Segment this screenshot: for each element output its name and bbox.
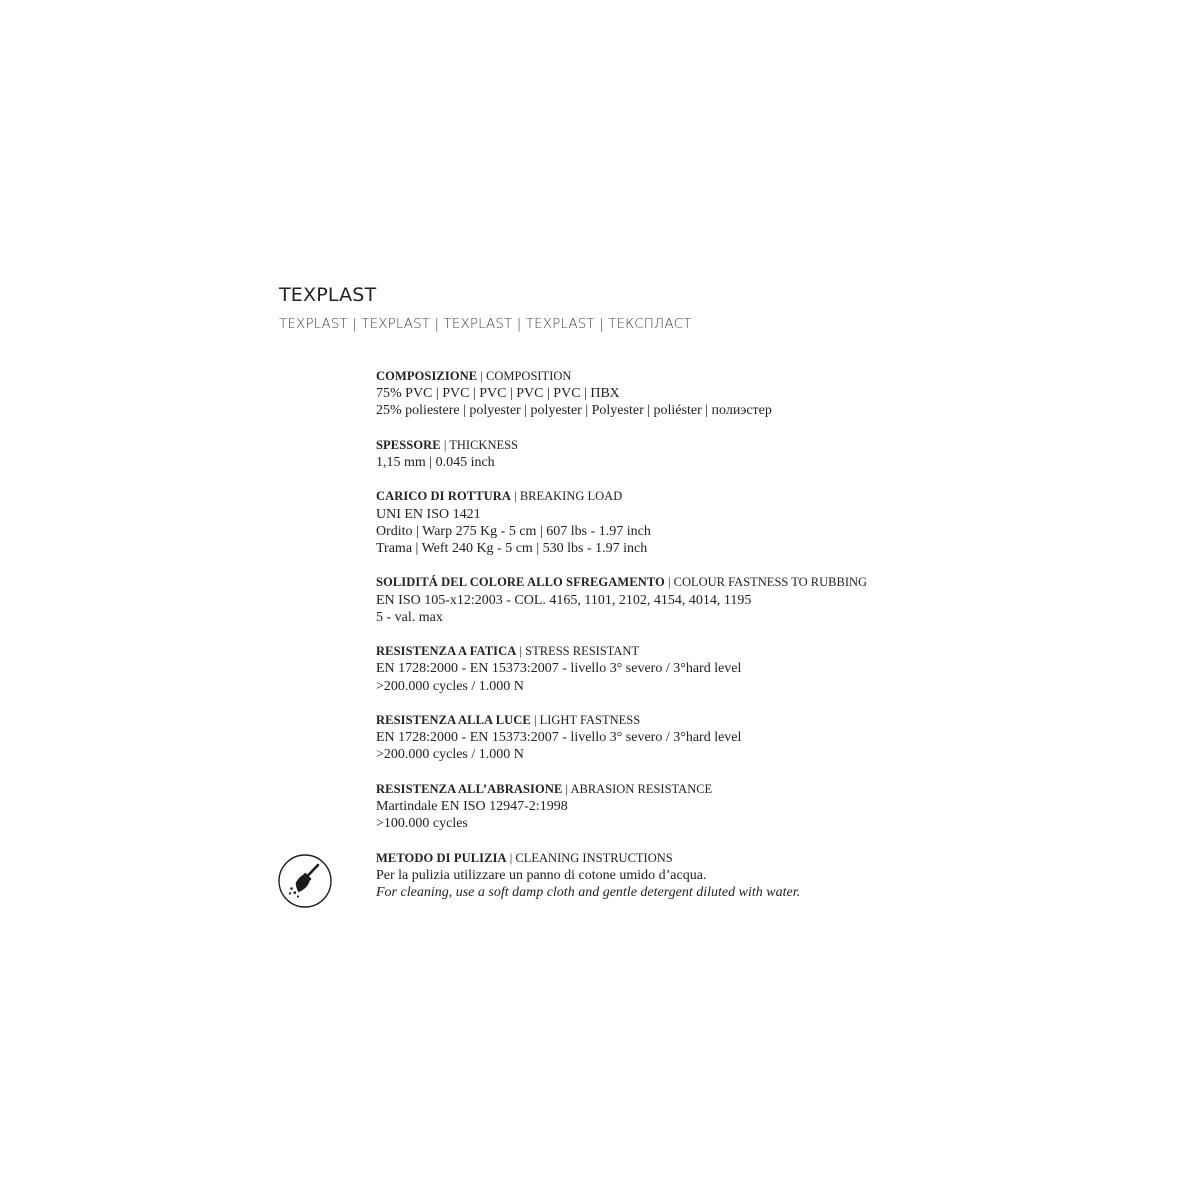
spec-line: >200.000 cycles / 1.000 N bbox=[376, 678, 524, 694]
heading-separator: | bbox=[562, 781, 571, 796]
heading-english: COLOUR FASTNESS TO RUBBING bbox=[673, 575, 868, 590]
spec-line: >200.000 cycles / 1.000 N bbox=[376, 747, 524, 763]
spec-line: Trama | Weft 240 Kg - 5 cm | 530 lbs - 1.97 inch bbox=[376, 541, 648, 556]
heading-english: CLEANING INSTRUCTIONS bbox=[515, 850, 673, 865]
heading-english: STRESS RESISTANT bbox=[525, 644, 640, 659]
heading-english: LIGHT FASTNESS bbox=[539, 712, 641, 727]
product-title: TEXPLAST bbox=[279, 284, 377, 306]
spec-line: 1,15 mm | 0.045 inch bbox=[376, 455, 495, 470]
section-heading bbox=[376, 488, 1096, 505]
heading-italian: SOLIDITÁ DEL COLORE ALLO SFREGAMENTO bbox=[376, 575, 665, 590]
spec-line: 75% PVC | PVC | PVC | PVC | PVC | ПВХ bbox=[376, 386, 620, 402]
spec-line: EN ISO 105-x12:2003 - COL. 4165, 1101, 2102, 4154, 4014, 1195 bbox=[376, 592, 752, 608]
spec-line: >100.000 cycles bbox=[376, 816, 468, 832]
heading-italian: CARICO DI ROTTURA bbox=[376, 489, 512, 504]
spec-line: 25% poliestere | polyester | polyester | Polyester | poliéster | полиэстер bbox=[376, 403, 772, 419]
spec-section-composition bbox=[376, 368, 1096, 420]
spec-line: 5 - val. max bbox=[376, 609, 443, 625]
heading-english: COMPOSITION bbox=[485, 369, 572, 383]
spec-line: EN 1728:2000 - EN 15373:2007 - livello 3° severo / 3°hard level bbox=[376, 730, 742, 746]
heading-separator: | bbox=[511, 489, 520, 504]
cleaning-line-italian: Per la pulizia utilizzare un panno di cotone umido d’acqua. bbox=[376, 867, 707, 883]
heading-italian: METODO DI PULIZIA bbox=[376, 850, 507, 865]
heading-separator: | bbox=[530, 712, 540, 727]
spec-section-abrasion-resistance bbox=[376, 781, 1096, 833]
heading-separator: | bbox=[506, 850, 516, 865]
spec-section-cleaning bbox=[376, 850, 1096, 902]
heading-italian: COMPOSIZIONE bbox=[376, 369, 478, 383]
heading-english: ABRASION RESISTANCE bbox=[570, 781, 713, 796]
spec-section-colour-fastness bbox=[376, 574, 1096, 626]
spec-section-stress-resistant bbox=[376, 643, 1096, 695]
section-heading bbox=[376, 781, 1096, 798]
heading-separator: | bbox=[516, 644, 526, 659]
section-heading bbox=[376, 643, 1096, 660]
spec-list bbox=[376, 368, 1096, 918]
spec-section-light-fastness bbox=[376, 712, 1096, 764]
spec-line: Ordito | Warp 275 Kg - 5 cm | 607 lbs - 1.97 inch bbox=[376, 523, 651, 539]
section-heading bbox=[376, 850, 1096, 867]
heading-italian: RESISTENZA ALL’ABRASIONE bbox=[376, 781, 563, 796]
section-heading bbox=[376, 368, 1096, 385]
heading-separator: | bbox=[440, 437, 450, 452]
spec-line: UNI EN ISO 1421 bbox=[376, 506, 481, 522]
spec-section-breaking-load bbox=[376, 488, 1096, 557]
section-heading bbox=[376, 437, 1096, 454]
cleaning-line-english: For cleaning, use a soft damp cloth and gentle detergent diluted with water. bbox=[376, 884, 801, 900]
heading-english: BREAKING LOAD bbox=[519, 489, 623, 504]
spec-line: EN 1728:2000 - EN 15373:2007 - livello 3° severo / 3°hard level bbox=[376, 661, 742, 677]
heading-separator: | bbox=[664, 575, 674, 590]
heading-italian: SPESSORE bbox=[376, 437, 441, 452]
heading-italian: RESISTENZA A FATICA bbox=[376, 644, 517, 659]
heading-italian: RESISTENZA ALLA LUCE bbox=[376, 712, 531, 727]
section-heading bbox=[376, 574, 1096, 591]
section-heading bbox=[376, 712, 1096, 729]
product-subtitle-translations: TEXPLAST | TEXPLAST | TEXPLAST | TEXPLAST | ТЕКСПЛАСТ bbox=[279, 316, 692, 332]
spec-section-thickness bbox=[376, 437, 1096, 471]
spec-line: Martindale EN ISO 12947-2:1998 bbox=[376, 798, 568, 814]
heading-english: THICKNESS bbox=[449, 437, 519, 452]
cleaning-brush-icon bbox=[278, 854, 332, 908]
heading-separator: | bbox=[477, 369, 486, 383]
